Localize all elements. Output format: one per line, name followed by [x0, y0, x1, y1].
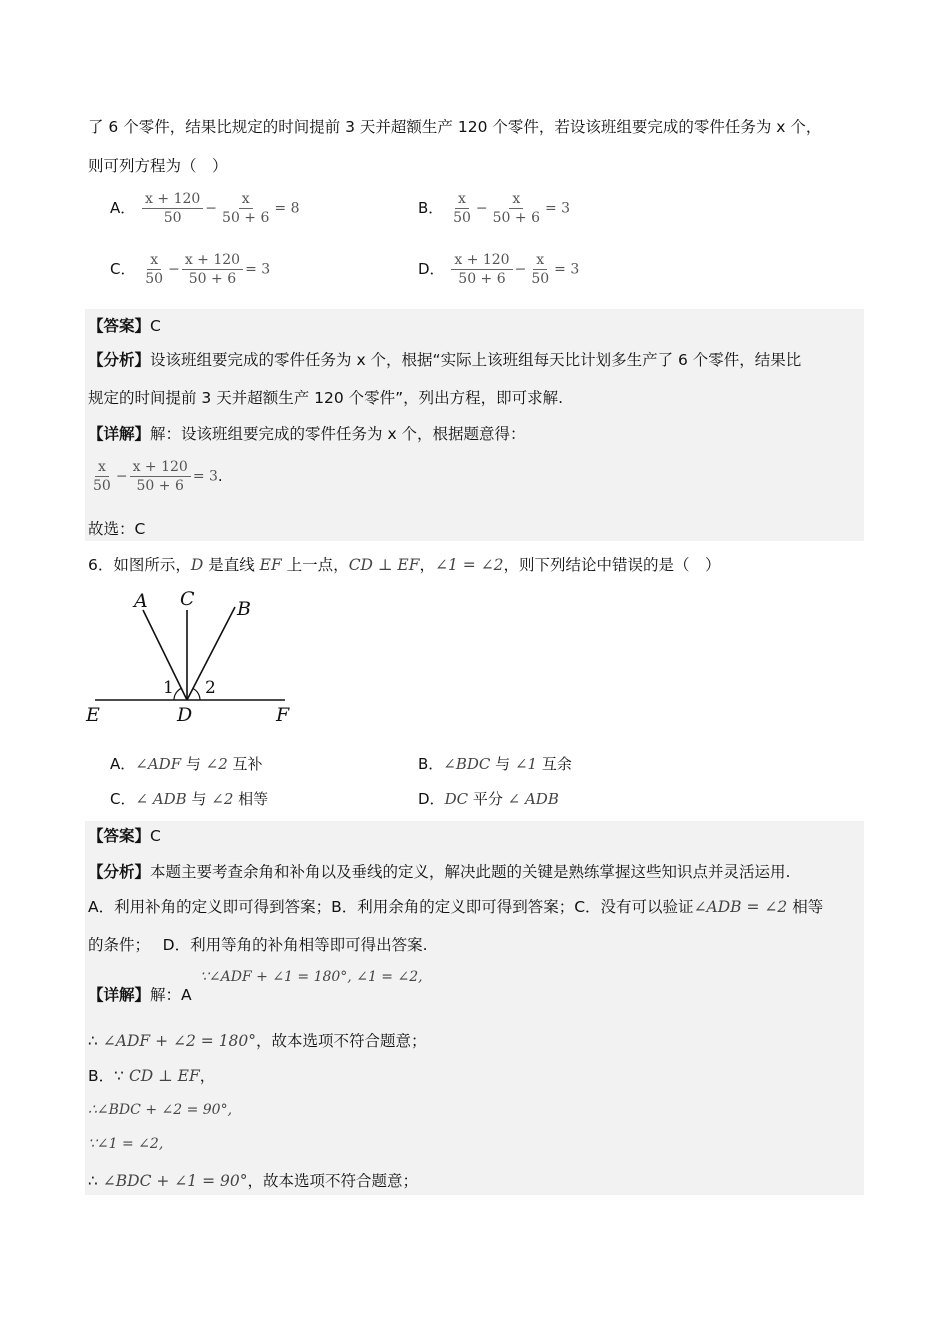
label-c: C — [180, 588, 195, 610]
fraction — [130, 458, 191, 495]
label-d: D — [177, 704, 193, 726]
denominator: 50 — [163, 210, 182, 226]
numerator: x — [239, 190, 253, 209]
q6-detail-math-top: ∵∠ADF + ∠1 = 180°, ∠1 = ∠2, — [200, 969, 423, 985]
stem-text: 上一点， — [281, 556, 349, 574]
fraction — [142, 190, 203, 227]
stem-math: EF — [259, 556, 282, 574]
equals-value: = 3 — [192, 468, 218, 485]
option-letter: C． — [110, 260, 136, 278]
operator: − — [168, 261, 180, 278]
label-f: F — [276, 704, 290, 726]
option-text: 与 — [186, 790, 212, 808]
fraction — [450, 190, 474, 227]
answer-tag: 【答案】 — [88, 827, 151, 845]
numerator: x + 120 — [142, 190, 203, 209]
label-e: E — [86, 704, 100, 726]
equals-value: = 3 — [245, 261, 271, 278]
numerator: x — [533, 251, 547, 270]
operator: − — [514, 261, 527, 278]
stem-text: 是直线 — [203, 556, 260, 574]
q6-analysis-line2 — [88, 897, 823, 917]
answer-value: C — [150, 827, 161, 845]
option-letter: A． — [110, 199, 136, 217]
therefore-symbol: ∴ — [88, 1172, 103, 1190]
stem-math: ∠1 = ∠2 — [435, 556, 504, 574]
analysis-math: ∠ADB = ∠2 — [693, 898, 788, 916]
equals-value: = 3 — [545, 200, 571, 217]
option-math: ∠2 — [211, 790, 234, 808]
analysis-text: 本题主要考查余角和补角以及垂线的定义，解决此题的关键是熟练掌握这些知识点并灵活运用. — [150, 863, 791, 881]
stem-text: ，则下列结论中错误的是（ ） — [503, 556, 721, 574]
q6-answer — [88, 826, 161, 846]
option-math: ∠ ADB — [135, 790, 187, 808]
numerator: x + 120 — [130, 458, 191, 477]
option-math: ∠1 — [514, 755, 538, 773]
denominator: 50 + 6 — [188, 271, 237, 287]
analysis-text: 相等 — [787, 898, 824, 916]
option-math: DC — [444, 790, 469, 808]
fraction — [142, 251, 166, 288]
label-b: B — [237, 598, 251, 620]
equals-value: = 8 — [274, 200, 300, 217]
step-text: ，故本选项不符合题意； — [247, 1172, 418, 1190]
option-letter: C． — [110, 790, 136, 808]
step-text: B．∵ — [88, 1067, 129, 1085]
fraction — [490, 190, 543, 227]
detail-text: 解：A — [150, 986, 192, 1004]
operator: − — [475, 200, 488, 217]
operator: − — [115, 468, 128, 485]
q5-option-c — [110, 251, 270, 288]
denominator: 50 — [531, 271, 550, 287]
q5-stem-line1: 了 6 个零件，结果比规定的时间提前 3 天并超额生产 120 个零件，若设该班组要完成的零件任务为 x 个， — [88, 118, 822, 136]
answer-value: C — [150, 317, 161, 335]
q6-option-d — [418, 789, 559, 809]
option-letter: D． — [418, 260, 445, 278]
step-math: CD ⊥ EF — [128, 1067, 200, 1085]
equals-value: = 3 — [554, 261, 580, 278]
therefore-symbol: ∴ — [88, 1032, 103, 1050]
option-letter: A． — [110, 755, 136, 773]
q5-option-d — [418, 251, 579, 288]
q5-detail-line1 — [88, 424, 526, 444]
option-math: ∠ADF — [135, 755, 182, 773]
q6-figure — [80, 585, 310, 730]
numerator: x — [509, 190, 523, 209]
q6-step2 — [88, 1066, 215, 1086]
option-text: 互余 — [537, 755, 572, 773]
angle-1-arc — [174, 688, 182, 700]
option-math: ∠2 — [205, 755, 228, 773]
analysis-text: A．利用补角的定义即可得到答案；B．利用余角的定义即可得到答案；C．没有可以验证 — [88, 898, 694, 916]
q5-stem-line2: 则可列方程为（ ） — [88, 157, 228, 175]
q6-step1 — [88, 1031, 427, 1051]
numerator: x — [147, 251, 161, 270]
fraction — [219, 190, 272, 227]
detail-tag: 【详解】 — [88, 425, 151, 443]
fraction — [451, 251, 512, 288]
stem-math: D — [190, 556, 204, 574]
label-a: A — [134, 590, 148, 612]
q5-analysis-line2: 规定的时间提前 3 天并超额生产 120 个零件”，列出方程，即可求解. — [88, 389, 564, 407]
operator: − — [205, 200, 218, 217]
denominator: 50 — [453, 210, 471, 226]
q5-analysis-line1 — [88, 350, 801, 370]
detail-text: 解：设该班组要完成的零件任务为 x 个，根据题意得： — [150, 425, 526, 443]
q6-stem — [88, 555, 721, 575]
option-text: 平分 — [468, 790, 508, 808]
option-letter: B． — [418, 199, 444, 217]
q6-analysis-line3: 的条件； D．利用等角的补角相等即可得出答案. — [88, 936, 428, 954]
option-text: 与 — [490, 755, 515, 773]
q6-option-a — [110, 754, 263, 774]
analysis-text: 设该班组要完成的零件任务为 x 个，根据“实际上该班组每天比计划多生产了 6 个零件，结果比 — [150, 351, 802, 369]
label-2: 2 — [205, 678, 216, 698]
analysis-tag: 【分析】 — [88, 863, 151, 881]
label-1: 1 — [163, 678, 174, 698]
option-letter: B． — [418, 755, 444, 773]
option-text: 互补 — [227, 755, 263, 773]
step-math: ∠ADF + ∠2 = 180° — [102, 1032, 257, 1050]
fraction — [528, 251, 552, 288]
option-letter: D． — [418, 790, 445, 808]
option-math: ∠BDC — [443, 755, 491, 773]
option-text: 相等 — [233, 790, 269, 808]
q6-step5 — [88, 1171, 418, 1191]
numerator: x + 120 — [451, 251, 512, 270]
numerator: x — [95, 458, 109, 477]
q6-option-c — [110, 789, 268, 809]
q6-step3: ∴∠BDC + ∠2 = 90°, — [88, 1102, 233, 1118]
q5-option-b — [418, 190, 570, 227]
q5-answer — [88, 316, 161, 336]
q6-step4: ∵∠1 = ∠2, — [88, 1136, 164, 1152]
q5-choose: 故选：C — [88, 520, 146, 538]
step-text: ， — [199, 1067, 216, 1085]
denominator: 50 — [145, 271, 164, 287]
analysis-tag: 【分析】 — [88, 351, 151, 369]
option-math: ∠ ADB — [507, 790, 559, 808]
denominator: 50 — [93, 478, 111, 494]
numerator: x — [455, 190, 469, 209]
fraction — [182, 251, 243, 288]
detail-tag: 【详解】 — [88, 986, 151, 1004]
period: . — [217, 467, 223, 485]
stem-text: ， — [419, 556, 435, 574]
step-text: ，故本选项不符合题意； — [256, 1032, 427, 1050]
q5-option-a — [110, 190, 299, 227]
denominator: 50 + 6 — [492, 210, 540, 226]
fraction — [90, 458, 114, 495]
numerator: x + 120 — [182, 251, 243, 270]
stem-math: CD ⊥ EF — [348, 556, 420, 574]
step-math: ∠BDC + ∠1 = 90° — [102, 1172, 248, 1190]
q6-detail-line — [88, 985, 192, 1005]
denominator: 50 + 6 — [136, 478, 184, 494]
denominator: 50 + 6 — [222, 210, 270, 226]
option-text: 与 — [181, 755, 206, 773]
q5-equation — [88, 458, 223, 495]
denominator: 50 + 6 — [458, 271, 506, 287]
answer-tag: 【答案】 — [88, 317, 151, 335]
q6-analysis-line1 — [88, 862, 790, 882]
angle-2-arc — [193, 689, 200, 701]
stem-text: 6．如图所示， — [88, 556, 191, 574]
q6-option-b — [418, 754, 572, 774]
